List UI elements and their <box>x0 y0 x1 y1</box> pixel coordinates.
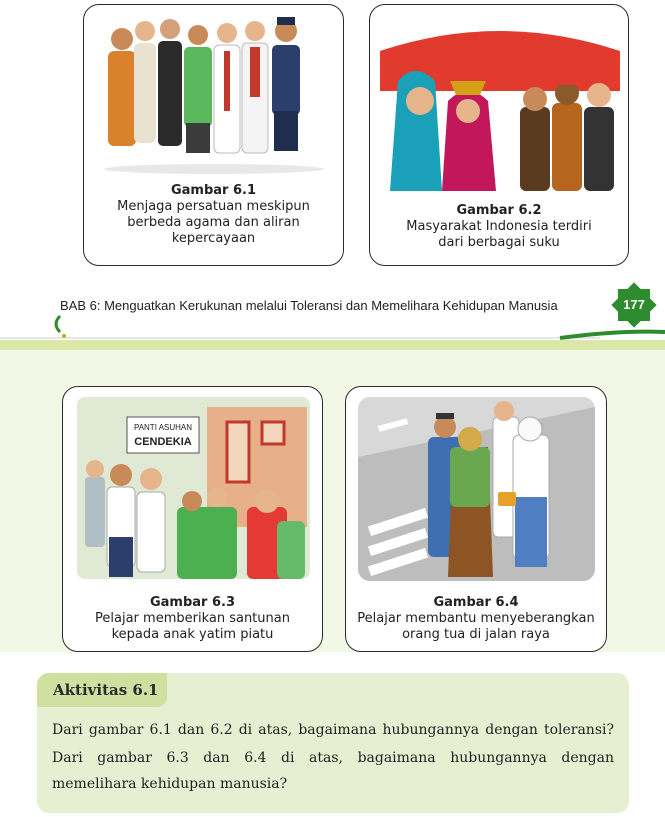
figure-6-2-caption <box>370 203 628 251</box>
figure-6-3-line-1: Pelajar memberikan santunan <box>95 611 290 626</box>
page-number: 177 <box>623 297 645 312</box>
figure-6-1-illustration <box>94 11 334 175</box>
figure-6-1-caption <box>84 183 343 247</box>
activity-question-2: Dari gambar 6.3 dan 6.4 di atas, bagaimana hubungannya dengan <box>52 750 614 766</box>
figure-6-2-line-2: dari berbagai suku <box>438 235 560 250</box>
figure-card-6-2 <box>369 4 629 266</box>
figure-card-6-4 <box>345 386 607 652</box>
activity-question-2-cont: memelihara kehidupan manusia? <box>52 776 288 792</box>
header-rule-decoration <box>0 310 665 340</box>
figure-6-1-line-3: kepercayaan <box>171 231 256 246</box>
figure-6-3-line-2: kepada anak yatim piatu <box>111 627 274 642</box>
figure-6-4-line-2: orang tua di jalan raya <box>402 627 550 642</box>
figure-6-3-title: Gambar 6.3 <box>149 595 236 610</box>
figure-6-4-illustration <box>358 397 595 581</box>
figure-6-3-caption <box>63 595 322 643</box>
religious-leaders-group-image <box>94 11 334 175</box>
chapter-title: BAB 6: Menguatkan Kerukunan melalui Toleransi dan Memelihara Kehidupan Manusia <box>60 298 558 313</box>
sign-line-1: PANTI ASUHAN <box>133 423 193 432</box>
figure-6-4-line-1: Pelajar membantu menyeberangkan <box>357 611 595 626</box>
crescent-icon <box>56 316 60 332</box>
figure-6-3-illustration <box>77 397 310 579</box>
figure-6-1-line-1: Menjaga persatuan meskipun <box>117 199 310 214</box>
figure-card-6-3 <box>62 386 323 652</box>
figure-6-2-illustration <box>380 11 620 195</box>
figure-6-2-line-1: Masyarakat Indonesia terdiri <box>406 219 592 234</box>
figure-6-2-title: Gambar 6.2 <box>456 203 542 218</box>
sign-line-2: CENDEKIA <box>134 436 192 448</box>
indonesian-ethnic-groups-image <box>380 11 620 195</box>
activity-title: Aktivitas 6.1 <box>53 681 159 699</box>
figure-6-1-title: Gambar 6.1 <box>170 183 257 198</box>
activity-question-1: Dari gambar 6.1 dan 6.2 di atas, bagaimana hubungannya dengan toleransi? <box>52 722 614 738</box>
orphanage-donation-image <box>77 397 310 579</box>
figure-6-4-title: Gambar 6.4 <box>433 595 519 610</box>
figure-6-1-line-2: berbeda agama dan aliran <box>127 215 300 230</box>
crossing-road-image <box>358 397 595 581</box>
figure-card-6-1 <box>83 4 344 266</box>
figure-6-4-caption <box>346 595 606 643</box>
decorative-band-top <box>0 340 665 350</box>
